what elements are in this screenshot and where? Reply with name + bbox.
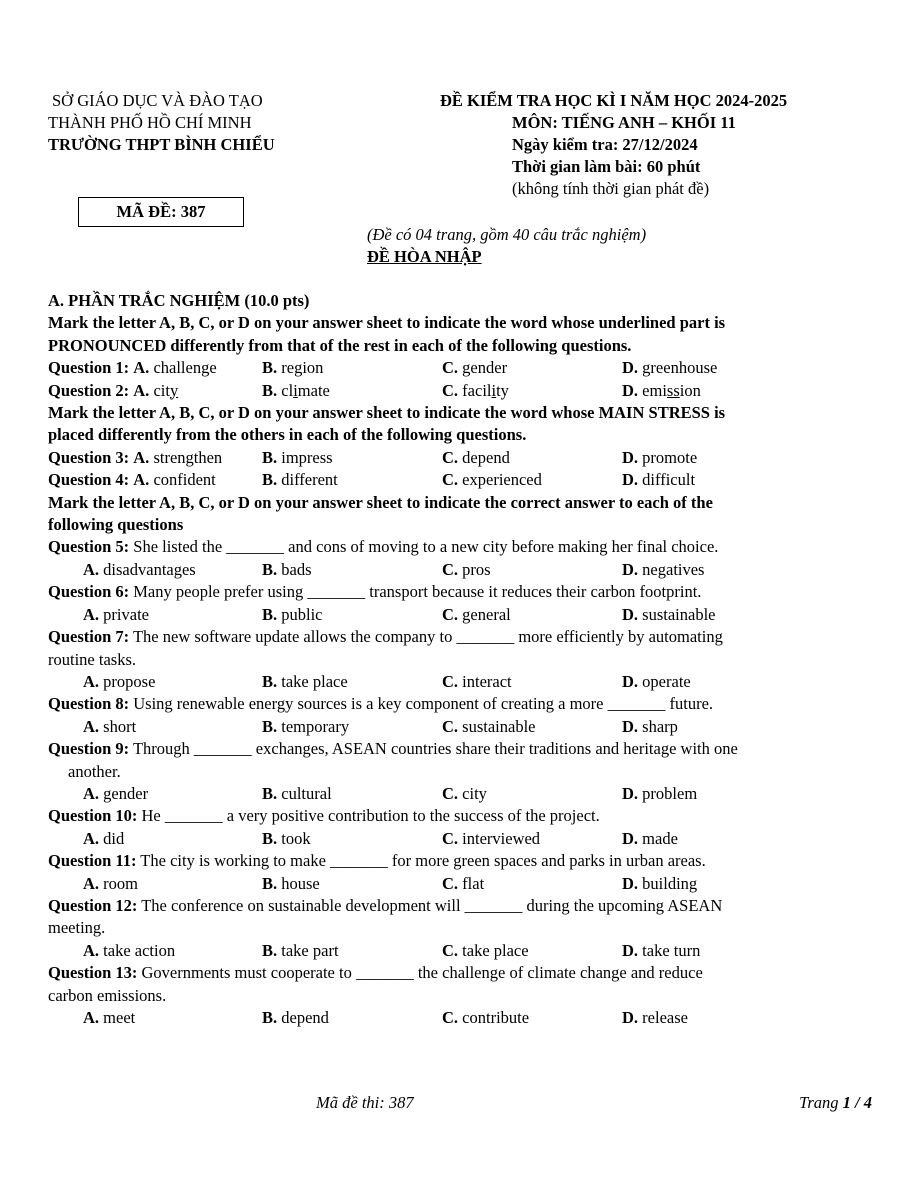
question-10: Question 10: He _______ a very positive contribution to the success of the project. xyxy=(48,806,600,826)
question-content xyxy=(48,290,874,1029)
exam-code-box: MÃ ĐỀ: 387 xyxy=(78,197,244,227)
instruction-pronunciation: Mark the letter A, B, C, or D on your answer sheet to indicate the word whose underlined part is xyxy=(48,313,726,333)
section-title: A. PHẦN TRẮC NGHIỆM (10.0 pts) xyxy=(48,291,310,310)
question-12-options: A. take action B. take part C. take place D. take turn xyxy=(83,940,701,960)
question-9-options: A. gender B. cultural C. city D. problem xyxy=(83,783,698,803)
exam-title: ĐỀ KIỂM TRA HỌC KÌ I NĂM HỌC 2024-2025 xyxy=(440,91,788,110)
question-6: Question 6: Many people prefer using _______ transport because it reduces their carbon footprint. xyxy=(48,582,702,602)
question-9-cont: another. xyxy=(68,761,121,781)
exam-date: Ngày kiểm tra: 27/12/2024 xyxy=(512,135,698,154)
question-9: Question 9: Through _______ exchanges, ASEAN countries share their traditions and heritage with one xyxy=(48,739,738,759)
question-10-options: A. did B. took C. interviewed D. made xyxy=(83,828,678,848)
question-13: Question 13: Governments must cooperate to _______ the challenge of climate change and reduce xyxy=(48,963,703,983)
question-8: Question 8: Using renewable energy sources is a key component of creating a more _______ future. xyxy=(48,694,714,714)
question-7-cont: routine tasks. xyxy=(48,649,136,669)
question-8-options: A. short B. temporary C. sustainable D. sharp xyxy=(83,716,678,736)
question-5: Question 5: She listed the _______ and cons of moving to a new city before making her final choice. xyxy=(48,537,719,557)
instruction-pronunciation-cont: PRONOUNCED differently from that of the rest in each of the following questions. xyxy=(48,335,632,355)
exam-header xyxy=(440,90,880,200)
exam-duration: Thời gian làm bài: 60 phút xyxy=(512,157,701,176)
question-7-options: A. propose B. take place C. interact D. operate xyxy=(83,671,691,691)
question-5-options: A. disadvantages B. bads C. pros D. negatives xyxy=(83,559,705,579)
question-6-options: A. private B. public C. general D. sustainable xyxy=(83,604,716,624)
question-13-options: A. meet B. depend C. contribute D. release xyxy=(83,1008,688,1027)
department-name: SỞ GIÁO DỤC VÀ ĐÀO TẠO xyxy=(52,91,263,110)
exam-duration-note: (không tính thời gian phát đề) xyxy=(512,179,710,198)
question-3: Question 3: A. strengthen B. impress C. depend D. promote xyxy=(48,447,698,467)
school-name: TRƯỜNG THPT BÌNH CHIỂU xyxy=(48,135,275,154)
question-4: Question 4: A. confident B. different C. experienced D. difficult xyxy=(48,470,696,490)
question-1: Question 1: A. challenge B. region C. gender D. greenhouse xyxy=(48,358,718,378)
instruction-stress: Mark the letter A, B, C, or D on your answer sheet to indicate the word whose MAIN STRESS is xyxy=(48,403,726,423)
question-13-cont: carbon emissions. xyxy=(48,985,167,1005)
question-11-options: A. room B. house C. flat D. building xyxy=(83,873,698,893)
question-12: Question 12: The conference on sustainable development will _______ during the upcoming ASEAN xyxy=(48,895,723,915)
exam-subject: MÔN: TIẾNG ANH – KHỐI 11 xyxy=(512,113,736,132)
footer-exam-code: Mã đề thi: 387 xyxy=(316,1093,414,1112)
question-7: Question 7: The new software update allows the company to _______ more efficiently by automating xyxy=(48,627,723,647)
instruction-stress-cont: placed differently from the others in each of the following questions. xyxy=(48,425,527,445)
city-name: THÀNH PHỐ HỒ CHÍ MINH xyxy=(48,113,252,132)
instruction-correct-answer: Mark the letter A, B, C, or D on your answer sheet to indicate the correct answer to each of the xyxy=(48,492,713,512)
question-11: Question 11: The city is working to make _______ for more green spaces and parks in urban areas. xyxy=(48,851,706,871)
page-count-note: (Đề có 04 trang, gồm 40 câu trắc nghiệm) xyxy=(367,225,647,244)
exam-version: ĐỀ HÒA NHẬP xyxy=(367,247,482,266)
question-12-cont: meeting. xyxy=(48,918,106,938)
school-header xyxy=(48,90,378,156)
exam-note xyxy=(367,224,646,268)
footer-page-number: Trang 1 / 4 xyxy=(799,1093,872,1112)
question-2: Question 2: A. city B. climate C. facility D. emission xyxy=(48,380,701,400)
instruction-correct-answer-cont: following questions xyxy=(48,515,184,535)
